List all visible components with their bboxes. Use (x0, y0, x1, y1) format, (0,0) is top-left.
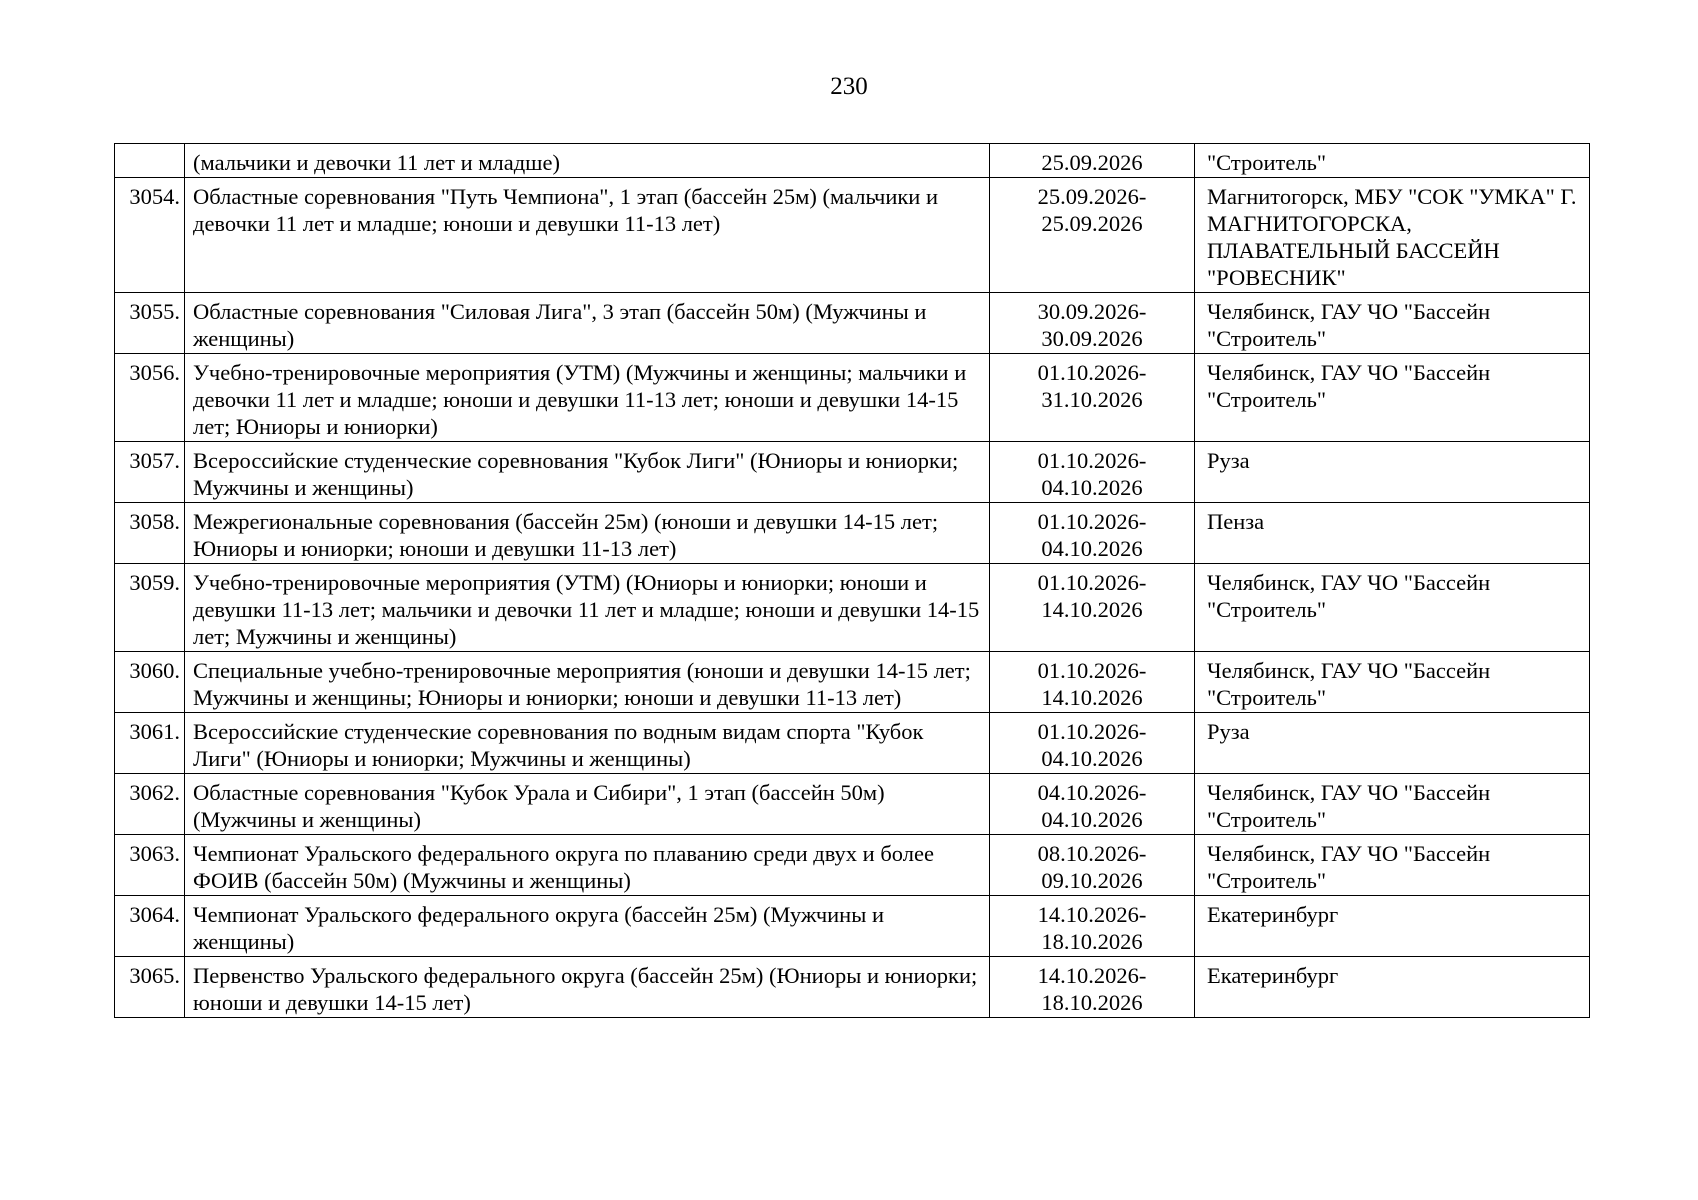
event-name-cell: Всероссийские студенческие соревнования "Кубок Лиги" (Юниоры и юниорки; Мужчины и женщины) (185, 442, 990, 503)
event-dates-cell: 01.10.2026- 04.10.2026 (990, 713, 1195, 774)
event-place-cell: Пенза (1195, 503, 1590, 564)
event-dates-cell: 01.10.2026- 04.10.2026 (990, 503, 1195, 564)
event-number-cell: 3057. (115, 442, 185, 503)
event-name-cell: Чемпионат Уральского федерального округа (бассейн 25м) (Мужчины и женщины) (185, 896, 990, 957)
event-number-cell: 3056. (115, 354, 185, 442)
event-place-cell: Магнитогорск, МБУ "СОК "УМКА" Г. МАГНИТОГОРСКА, ПЛАВАТЕЛЬНЫЙ БАССЕЙН "РОВЕСНИК" (1195, 178, 1590, 293)
table-row (115, 957, 1590, 1018)
event-name-cell: Специальные учебно-тренировочные мероприятия (юноши и девушки 14-15 лет; Мужчины и женщины; Юниоры и юниорки; юноши и девушки 11-13 лет) (185, 652, 990, 713)
event-place-cell: Екатеринбург (1195, 957, 1590, 1018)
table-row (115, 835, 1590, 896)
table-row (115, 442, 1590, 503)
event-dates-cell: 30.09.2026- 30.09.2026 (990, 293, 1195, 354)
table-row (115, 503, 1590, 564)
event-name-cell: Чемпионат Уральского федерального округа по плаванию среди двух и более ФОИВ (бассейн 50м) (Мужчины и женщины) (185, 835, 990, 896)
table-row (115, 144, 1590, 178)
table-row (115, 774, 1590, 835)
event-name-cell: Учебно-тренировочные мероприятия (УТМ) (Юниоры и юниорки; юноши и девушки 11-13 лет; мальчики и девочки 11 лет и младше; юноши и девушки 14-15 лет; Мужчины и женщины) (185, 564, 990, 652)
event-place-cell: Челябинск, ГАУ ЧО "Бассейн "Строитель" (1195, 564, 1590, 652)
event-name-cell: Учебно-тренировочные мероприятия (УТМ) (Мужчины и женщины; мальчики и девочки 11 лет и младше; юноши и девушки 11-13 лет; юноши и девушки 14-15 лет; Юниоры и юниорки) (185, 354, 990, 442)
event-name-cell: (мальчики и девочки 11 лет и младше) (185, 144, 990, 178)
event-place-cell: Екатеринбург (1195, 896, 1590, 957)
page-number: 230 (830, 73, 868, 100)
event-place-cell: Челябинск, ГАУ ЧО "Бассейн "Строитель" (1195, 293, 1590, 354)
event-number-cell: 3059. (115, 564, 185, 652)
event-place-cell: "Строитель" (1195, 144, 1590, 178)
table-row (115, 354, 1590, 442)
event-dates-cell: 04.10.2026- 04.10.2026 (990, 774, 1195, 835)
event-dates-cell: 01.10.2026- 31.10.2026 (990, 354, 1195, 442)
event-place-cell: Челябинск, ГАУ ЧО "Бассейн "Строитель" (1195, 652, 1590, 713)
table-row (115, 652, 1590, 713)
event-place-cell: Челябинск, ГАУ ЧО "Бассейн "Строитель" (1195, 354, 1590, 442)
event-dates-cell: 01.10.2026- 04.10.2026 (990, 442, 1195, 503)
event-name-cell: Межрегиональные соревнования (бассейн 25м) (юноши и девушки 14-15 лет; Юниоры и юниорки; юноши и девушки 11-13 лет) (185, 503, 990, 564)
event-dates-cell: 01.10.2026- 14.10.2026 (990, 652, 1195, 713)
events-table (114, 143, 1590, 1018)
event-name-cell: Областные соревнования "Кубок Урала и Сибири", 1 этап (бассейн 50м) (Мужчины и женщины) (185, 774, 990, 835)
event-number-cell: 3063. (115, 835, 185, 896)
event-dates-cell: 01.10.2026- 14.10.2026 (990, 564, 1195, 652)
event-number-cell: 3058. (115, 503, 185, 564)
event-place-cell: Руза (1195, 713, 1590, 774)
event-number-cell: 3064. (115, 896, 185, 957)
event-dates-cell: 14.10.2026- 18.10.2026 (990, 896, 1195, 957)
event-number-cell: 3060. (115, 652, 185, 713)
event-dates-cell: 08.10.2026- 09.10.2026 (990, 835, 1195, 896)
event-name-cell: Первенство Уральского федерального округа (бассейн 25м) (Юниоры и юниорки; юноши и девушки 14-15 лет) (185, 957, 990, 1018)
table-row (115, 564, 1590, 652)
event-number-cell (115, 144, 185, 178)
table-row (115, 178, 1590, 293)
event-place-cell: Челябинск, ГАУ ЧО "Бассейн "Строитель" (1195, 835, 1590, 896)
event-dates-cell: 25.09.2026 (990, 144, 1195, 178)
event-number-cell: 3054. (115, 178, 185, 293)
event-place-cell: Руза (1195, 442, 1590, 503)
event-place-cell: Челябинск, ГАУ ЧО "Бассейн "Строитель" (1195, 774, 1590, 835)
event-name-cell: Всероссийские студенческие соревнования по водным видам спорта "Кубок Лиги" (Юниоры и юниорки; Мужчины и женщины) (185, 713, 990, 774)
events-table-body (115, 144, 1590, 1018)
table-row (115, 896, 1590, 957)
table-row (115, 713, 1590, 774)
event-number-cell: 3065. (115, 957, 185, 1018)
event-name-cell: Областные соревнования "Путь Чемпиона", 1 этап (бассейн 25м) (мальчики и девочки 11 лет и младше; юноши и девушки 11-13 лет) (185, 178, 990, 293)
event-number-cell: 3055. (115, 293, 185, 354)
event-dates-cell: 25.09.2026- 25.09.2026 (990, 178, 1195, 293)
table-row (115, 293, 1590, 354)
event-number-cell: 3062. (115, 774, 185, 835)
event-dates-cell: 14.10.2026- 18.10.2026 (990, 957, 1195, 1018)
event-name-cell: Областные соревнования "Силовая Лига", 3 этап (бассейн 50м) (Мужчины и женщины) (185, 293, 990, 354)
event-number-cell: 3061. (115, 713, 185, 774)
